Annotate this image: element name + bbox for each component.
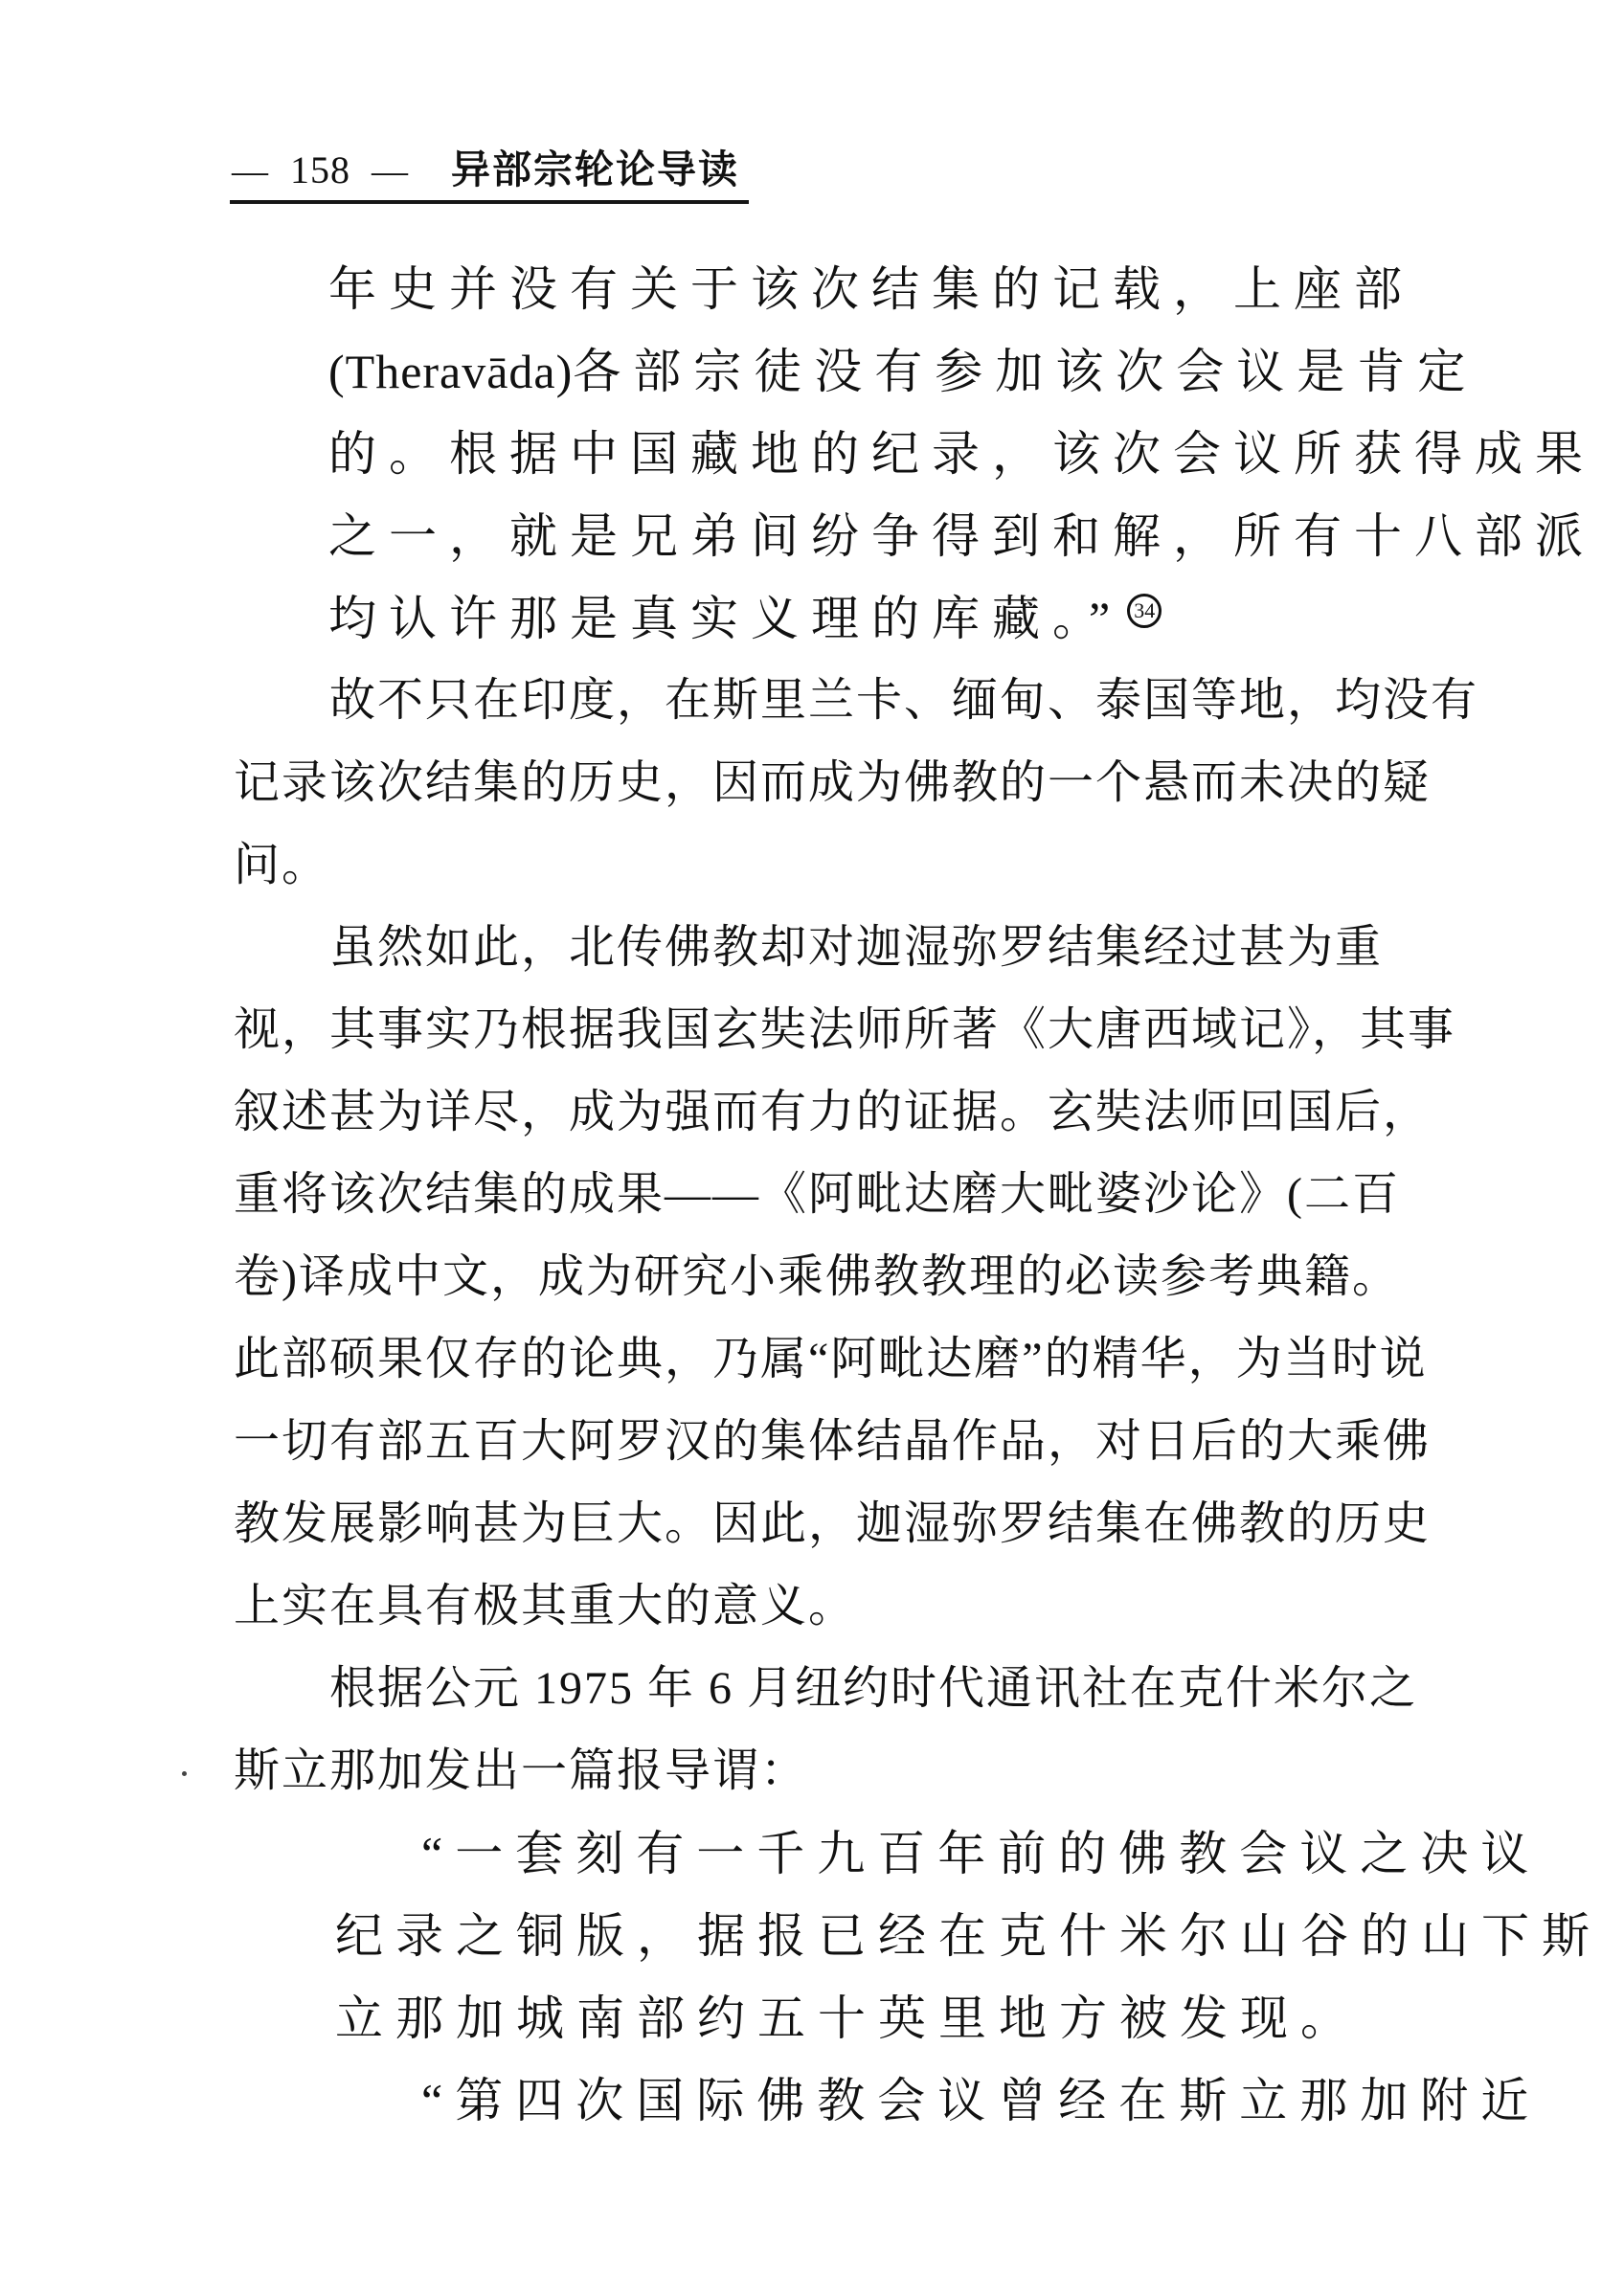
text-line: 之一，就是兄弟间纷争得到和解，所有十八部派 [328,509,1595,563]
text-line: 纪录之铜版，据报已经在克什米尔山谷的山下斯 [335,1909,1602,1963]
text-line: 问。 [234,840,330,890]
text-line: “一套刻有一千九百年前的佛教会议之决议 [421,1827,1542,1880]
text-line: 叙述甚为详尽，成为强而有力的证据。玄奘法师回国后， [234,1087,1432,1137]
text-line: 视，其事实乃根据我国玄奘法师所著《大唐西域记》，其事 [234,1004,1456,1055]
paragraph-unresolved [234,660,1479,907]
header-dash-right: — [372,151,409,191]
text-line-segment: 均认许那是真实义理的库藏。” [328,592,1123,645]
text-line: 一切有部五百大阿罗汉的集体结晶作品，对日后的大乘佛 [234,1416,1432,1467]
text-line: 斯立那加发出一篇报导谓： [234,1745,809,1796]
text-line: 教发展影响甚为巨大。因此，迦湿弥罗结集在佛教的历史 [234,1498,1432,1549]
quote-block-2 [234,1812,1602,2142]
text-line: 虽然如此，北传佛教却对迦湿弥罗结集经过甚为重 [329,922,1384,973]
text-line: 故不只在印度，在斯里兰卡、缅甸、泰国等地，均没有 [329,675,1479,726]
text-line: 记录该次结集的历史，因而成为佛教的一个悬而未决的疑 [234,757,1432,808]
text-line [234,330,1478,413]
theravada-latin-text: (Theravāda) [328,345,574,398]
text-line: 根据公元 1975 年 6 月纽约时代通讯社在克什米尔之 [329,1663,1418,1714]
text-line: 立那加城南部约五十英里地方被发现。 [335,1991,1361,2045]
running-header [230,144,749,204]
text-line: 重将该次结集的成果——《阿毗达磨大毗婆沙论》(二百 [234,1169,1400,1220]
text-column [234,248,1602,2142]
text-line: 此部硕果仅存的论典，乃属“阿毗达磨”的精华，为当时说 [234,1334,1428,1384]
page-number: 158 [290,148,350,191]
text-line: “第四次国际佛教会议曾经在斯立那加附近 [421,2074,1542,2127]
text-line: 上实在具有极其重大的意义。 [234,1581,857,1631]
paragraph-report-intro [234,1648,1440,1812]
header-dash-left: — [232,151,269,191]
book-title: 异部宗轮论导读 [451,147,739,191]
paragraph-kashmir-council [234,907,1456,1648]
text-line: 卷)译成中文，成为研究小乘佛教教理的必读参考典籍。 [234,1251,1400,1302]
quote-block-1 [234,248,1595,660]
text-line-segment: 各部宗徒没有参加该次会议是肯定 [573,345,1478,398]
footnote-ref-34: 34 [1127,594,1162,628]
text-line [234,577,1440,660]
text-line: 的。根据中国藏地的纪录，该次会议所获得成果 [328,427,1595,481]
scan-speck [182,1771,187,1776]
text-line: 年史并没有关于该次结集的记载，上座部 [328,262,1414,316]
